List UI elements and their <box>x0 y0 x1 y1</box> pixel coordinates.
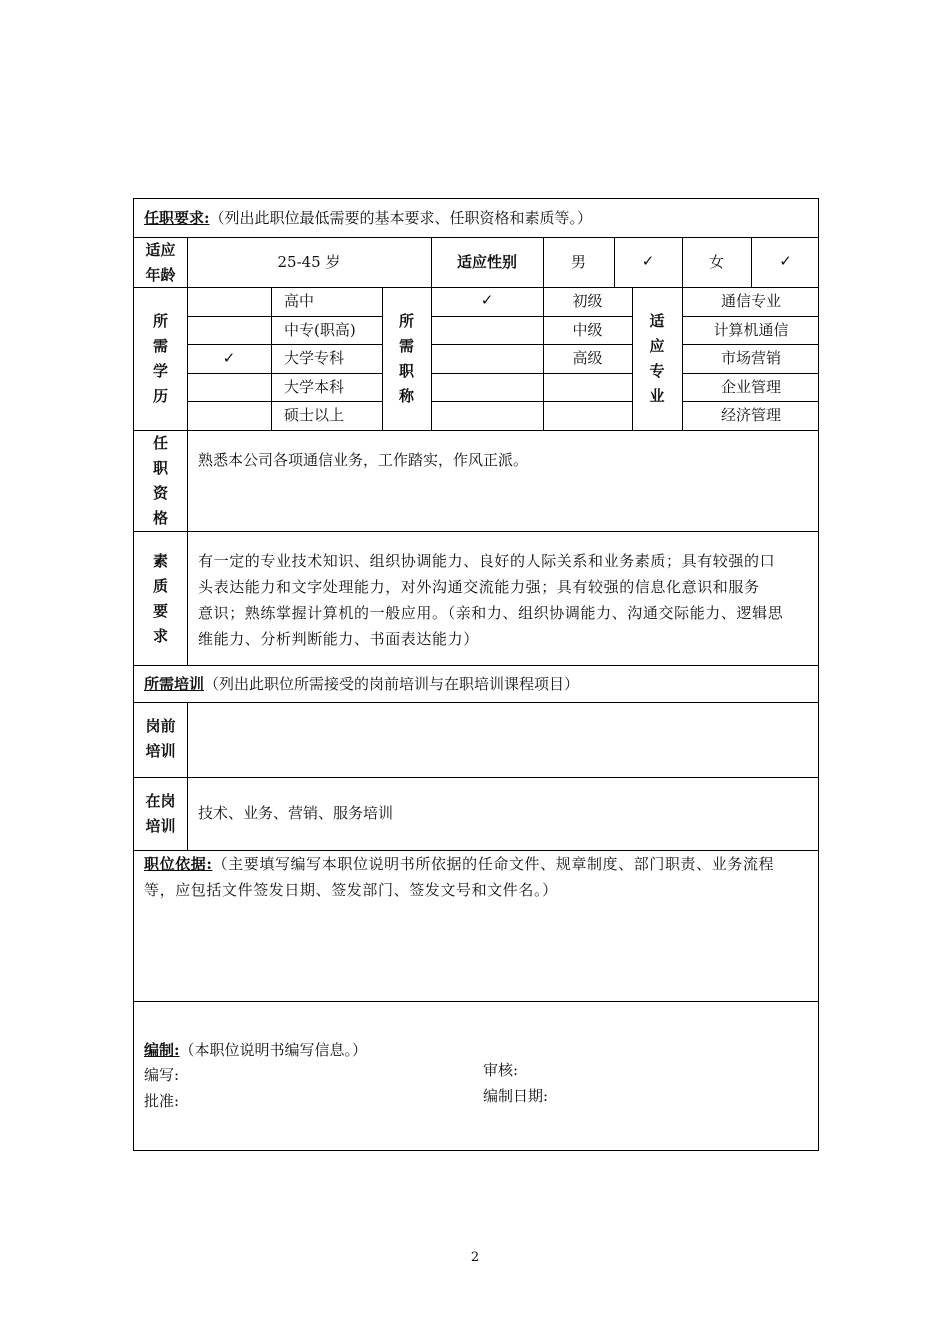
requirements-title: 任职要求: <box>144 209 210 227</box>
quality-label <box>134 549 187 649</box>
row-divider <box>134 777 818 778</box>
row-divider <box>187 344 382 345</box>
row-divider <box>431 316 632 317</box>
major-label-char: 适 <box>649 312 665 330</box>
training-header <box>144 677 579 692</box>
requirements-note: （列出此职位最低需要的基本要求、任职资格和素质等。） <box>209 209 593 227</box>
basis-line <box>144 851 814 877</box>
requirements-header <box>144 211 592 226</box>
quality-line: 有一定的专业技术知识、组织协调能力、良好的人际关系和业务素质；具有较强的口 <box>198 552 776 570</box>
qualification-text: 熟悉本公司各项通信业务，工作踏实，作风正派。 <box>198 451 529 469</box>
age-value: 25-45 岁 <box>277 253 341 271</box>
qualification-label-char: 任 <box>152 434 168 452</box>
row-divider <box>187 373 382 374</box>
qualification-label <box>134 431 187 531</box>
gender-female-check: ✓ <box>779 252 792 270</box>
quality-label-char: 素 <box>152 552 168 570</box>
title-rank-level: 中级 <box>572 321 603 339</box>
title-rank-label-char: 所 <box>398 312 414 330</box>
title-rank-check: ✓ <box>480 291 494 309</box>
education-level: 中专(职高) <box>284 321 356 339</box>
gender-male: 男 <box>570 253 586 271</box>
major-item: 市场营销 <box>720 349 781 367</box>
basis-title: 职位依据: <box>144 855 213 873</box>
quality-line: 头表达能力和文字处理能力，对外沟通交流能力强；具有较强的信息化意识和服务 <box>198 578 760 596</box>
row-divider <box>682 401 818 402</box>
row-divider <box>134 430 818 431</box>
pre-training-label-line: 培训 <box>145 742 176 760</box>
gender-female: 女 <box>708 253 724 271</box>
pre-training-label-line: 岗前 <box>145 717 176 735</box>
education-label-char: 历 <box>152 387 168 405</box>
education-level: 硕士以上 <box>284 406 345 424</box>
basis-line2: 等，应包括文件签发日期、签发部门、签发文号和文件名。） <box>144 881 558 899</box>
title-rank-level: 高级 <box>572 349 603 367</box>
education-level: 大学专科 <box>284 349 345 367</box>
qualification-label-char: 资 <box>152 484 168 502</box>
row-divider <box>187 401 382 402</box>
title-rank-label <box>382 309 431 409</box>
row-divider <box>682 344 818 345</box>
age-label-line: 适应 <box>145 241 176 259</box>
row-divider <box>134 531 818 532</box>
row-divider <box>134 287 818 288</box>
row-divider <box>134 237 818 238</box>
age-label <box>134 237 187 288</box>
education-check: ✓ <box>222 349 236 367</box>
title-rank-label-char: 需 <box>398 337 414 355</box>
education-label-char: 所 <box>152 312 168 330</box>
quality-label-char: 要 <box>152 602 168 620</box>
on-training-label-line: 培训 <box>145 817 176 835</box>
quality-text <box>198 548 783 652</box>
education-level: 大学本科 <box>284 378 345 396</box>
compile-note: （本职位说明书编写信息。） <box>179 1041 368 1059</box>
on-training-label <box>134 789 187 839</box>
col-divider <box>271 287 272 430</box>
education-label-char: 学 <box>152 362 168 380</box>
major-label-char: 应 <box>649 337 665 355</box>
on-training-label-line: 在岗 <box>145 792 176 810</box>
major-label-char: 专 <box>649 362 665 380</box>
quality-label-char: 质 <box>152 577 168 595</box>
row-divider <box>187 316 382 317</box>
quality-line: 意识；熟练掌握计算机的一般应用。（亲和力、组织协调能力、沟通交际能力、逻辑思 <box>198 604 784 622</box>
job-requirements-form <box>133 198 819 1151</box>
age-label-line: 年龄 <box>145 266 176 284</box>
row-divider <box>431 373 632 374</box>
qualification-label-char: 格 <box>152 509 168 527</box>
major-label-char: 业 <box>649 387 665 405</box>
basis-line1: （主要填写编写本职位说明书所依据的任命文件、规章制度、部门职责、业务流程 <box>212 855 775 873</box>
major-item: 通信专业 <box>720 292 781 310</box>
row-divider <box>682 316 818 317</box>
row-divider <box>134 665 818 666</box>
compile-approver: 批准: <box>144 1092 180 1110</box>
compile-header <box>144 1043 367 1058</box>
education-label <box>134 309 187 409</box>
compile-reviewer: 审核: <box>483 1061 519 1079</box>
title-rank-label-char: 称 <box>398 387 414 405</box>
compile-writer: 编写: <box>144 1066 180 1084</box>
col-divider <box>187 430 188 665</box>
row-divider <box>431 344 632 345</box>
title-rank-label-char: 职 <box>398 362 414 380</box>
education-label-char: 需 <box>152 337 168 355</box>
row-divider <box>134 702 818 703</box>
qualification-label-char: 职 <box>152 459 168 477</box>
compile-date: 编制日期: <box>483 1087 549 1105</box>
title-rank-level: 初级 <box>572 292 603 310</box>
major-item: 企业管理 <box>720 378 781 396</box>
pre-training-label <box>134 714 187 764</box>
col-divider <box>431 287 432 430</box>
compile-title: 编制: <box>144 1041 180 1059</box>
gender-male-check: ✓ <box>641 252 655 270</box>
major-item: 计算机通信 <box>713 321 789 339</box>
row-divider <box>134 1001 818 1002</box>
row-divider <box>431 401 632 402</box>
on-training-value: 技术、业务、营销、服务培训 <box>198 804 394 822</box>
gender-label: 适应性别 <box>456 253 517 271</box>
page-number: 2 <box>470 1250 480 1265</box>
quality-label-char: 求 <box>152 627 168 645</box>
major-item: 经济管理 <box>720 406 781 424</box>
education-level: 高中 <box>284 292 315 310</box>
quality-line: 维能力、分析判断能力、书面表达能力） <box>198 630 479 648</box>
training-title: 所需培训 <box>144 675 205 693</box>
col-divider <box>187 702 188 850</box>
training-note: （列出此职位所需接受的岗前培训与在职培训课程项目） <box>204 675 580 693</box>
row-divider <box>682 373 818 374</box>
basis-section <box>144 851 814 903</box>
major-label <box>632 309 682 409</box>
